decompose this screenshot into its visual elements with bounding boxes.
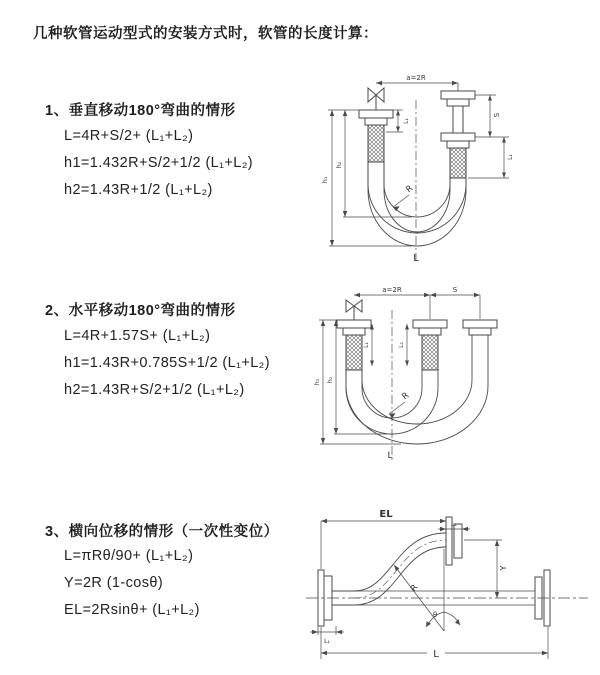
- formula-l: L=4R+S/2+ (L₁+L₂): [64, 128, 194, 144]
- formula-y: Y=2R (1-cosθ): [64, 575, 164, 591]
- dim-label-offset: Y: [499, 565, 508, 571]
- dim-label-length: L: [413, 253, 419, 264]
- diagram-horizontal-180-bend: [306, 282, 596, 467]
- page-title: 几种软管运动型式的安装方式时，软管的长度计算：: [33, 26, 378, 42]
- dim-label-stroke: S: [452, 286, 458, 294]
- section-2-heading: 2、水平移动180°弯曲的情形: [45, 303, 236, 319]
- formula-h1: h1=1.432R+S/2+1/2 (L₁+L₂): [64, 155, 254, 171]
- dim-label-h2: h₂: [335, 161, 343, 169]
- section-1-heading: 1、垂直移动180°弯曲的情形: [45, 103, 236, 119]
- dim-label-angle: θ: [432, 611, 438, 619]
- formula-l: L=4R+1.57S+ (L₁+L₂): [64, 328, 211, 344]
- dim-label-h1: h₁: [313, 378, 321, 386]
- formula-l: L=πRθ/90+ (L₁+L₂): [64, 548, 194, 564]
- dim-label-fitting-mid: L₂: [398, 342, 405, 348]
- formula-h1: h1=1.43R+0.785S+1/2 (L₁+L₂): [64, 355, 270, 371]
- dim-label-length: L: [387, 451, 393, 461]
- dim-label-fitting-left: L₁: [324, 638, 330, 645]
- dim-label-h2: h₂: [326, 376, 334, 384]
- dim-label-radius: R: [408, 582, 421, 594]
- section-3-heading: 3、横向位移的情形（一次性变位）: [45, 524, 279, 540]
- dim-label-radius: R: [400, 390, 412, 403]
- dim-label-span: a=2R: [406, 74, 426, 82]
- diagram-lateral-displacement: [296, 503, 596, 673]
- dim-label-stroke: S: [493, 112, 501, 118]
- dim-label-el: EL: [379, 509, 393, 520]
- dim-label-h1: h₁: [321, 176, 329, 184]
- formula-el: EL=2Rsinθ+ (L₁+L₂): [64, 602, 200, 618]
- dim-label-fitting-left: L₁: [363, 342, 370, 348]
- dim-label-span: a=2R: [382, 286, 402, 294]
- dim-label-fitting-left: L₁: [403, 118, 410, 124]
- dim-label-radius: R: [404, 183, 416, 196]
- dim-label-fitting-right: L₂: [451, 521, 457, 528]
- formula-h2: h2=1.43R+S/2+1/2 (L₁+L₂): [64, 382, 245, 398]
- dim-label-fitting-right: L₁: [507, 154, 514, 160]
- formula-h2: h2=1.43R+1/2 (L₁+L₂): [64, 182, 213, 198]
- dim-label-length: L: [433, 649, 439, 660]
- diagram-vertical-180-bend: [312, 70, 592, 265]
